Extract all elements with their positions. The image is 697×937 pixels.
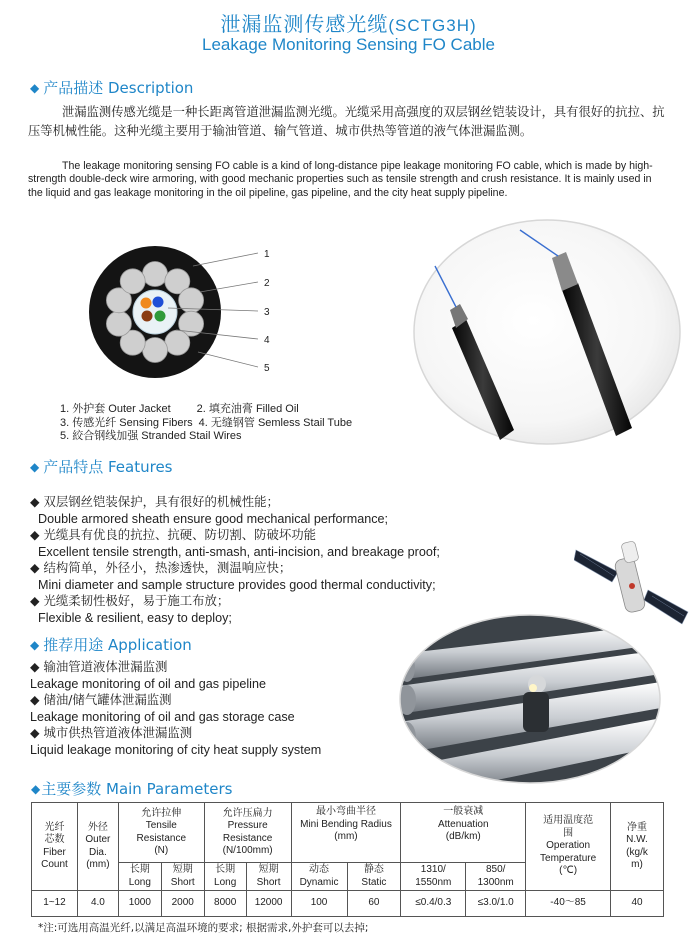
sub-pressure-long: 长期 Long [204, 863, 246, 891]
legend-item-4: 4. 无缝钢管 Semless Stail Tube [198, 416, 353, 429]
steel-wire [120, 269, 145, 294]
legend-item-3: 3. 传感光纤 Sensing Fibers [60, 416, 193, 429]
table-header-row [32, 803, 664, 863]
legend-item-1: 1. 外护套 Outer Jacket [60, 403, 171, 415]
page-subtitle: Leakage Monitoring Sensing FO Cable [202, 35, 495, 54]
feature-1-cn: ◆ 双层钢丝铠装保护，具有很好的机械性能； [30, 494, 279, 509]
feature-2-en: Excellent tensile strength, anti-smash, anti-incision, and breakage proof; [38, 544, 440, 559]
cell-pressure-long: 8000 [204, 891, 246, 917]
diamond-icon: ◆ [30, 460, 40, 474]
application-2-en: Leakage monitoring of oil and gas storage case [30, 709, 295, 724]
sub-bend-dynamic: 动态 Dynamic [291, 863, 347, 891]
parameters-heading: ◆主要参数 Main Parameters [31, 780, 233, 798]
feature-1-en: Double armored sheath ensure good mechanical performance; [38, 511, 389, 526]
diamond-icon: ◆ [30, 81, 40, 95]
fiber-orange [141, 298, 152, 309]
features-heading: ◆ 产品特点 Features [30, 458, 173, 476]
title-cn: 泄漏监测传感光缆 [220, 12, 389, 36]
table-row [32, 891, 664, 917]
cell-att-1310: ≤0.4/0.3 [401, 891, 466, 917]
legend-item-2: 2. 填充油膏 Filled Oil [196, 403, 299, 415]
cell-att-850: ≤3.0/1.0 [466, 891, 526, 917]
cable-photo [412, 218, 682, 446]
parameters-table [31, 802, 664, 917]
steel-wire [143, 262, 168, 287]
cable-cross-section [80, 240, 290, 390]
application-3-cn: ◆ 城市供热管道液体泄漏监测 [30, 725, 193, 740]
feature-4-cn: ◆ 光缆柔韧性极好，易于施工布放； [30, 593, 230, 608]
page-title [0, 8, 697, 37]
application-heading: ◆ 推荐用途 Application [30, 636, 192, 654]
application-1-en: Leakage monitoring of oil and gas pipeline [30, 676, 266, 691]
cell-temperature: -40～85 [526, 891, 611, 917]
steel-wire [106, 311, 131, 336]
diamond-icon: ◆ [31, 782, 41, 796]
header-tensile: 允许拉伸 Tensile Resistance (N) [118, 803, 204, 863]
cell-weight: 40 [611, 891, 664, 917]
callout-3: 3 [264, 307, 270, 318]
header-fiber-count: 光纤 芯数 Fiber Count [32, 803, 78, 891]
cell-tensile-short: 2000 [161, 891, 204, 917]
cell-fiber-count: 1~12 [32, 891, 78, 917]
cell-outer-dia: 4.0 [77, 891, 118, 917]
steel-tube-shape [133, 290, 177, 334]
title-code: (SCTG3H) [388, 16, 477, 35]
features-list [30, 494, 440, 626]
feature-2-cn: ◆ 光缆具有优良的抗拉、抗硬、防切割、防破坏功能 [30, 527, 317, 542]
cell-pressure-short: 12000 [246, 891, 291, 917]
callout-1: 1 [264, 249, 270, 260]
callout-2: 2 [264, 278, 270, 289]
cell-bend-dynamic: 100 [291, 891, 347, 917]
fiber-blue [153, 297, 164, 308]
header-pressure: 允许压扁力 Pressure Resistance (N/100mm) [204, 803, 291, 863]
diagram-legend [60, 403, 352, 444]
feature-3-en: Mini diameter and sample structure provides good thermal conductivity; [38, 577, 436, 592]
diamond-icon: ◆ [30, 638, 40, 652]
fiber-brown [142, 311, 153, 322]
header-bending: 最小弯曲半径 Mini Bending Radius (mm) [291, 803, 401, 863]
header-weight: 净重 N.W. (kg/k m) [611, 803, 664, 891]
header-attenuation: 一般衰减 Attenuation (dB/km) [401, 803, 526, 863]
application-3-en: Liquid leakage monitoring of city heat supply system [30, 742, 322, 757]
sub-tensile-long: 长期 Long [118, 863, 161, 891]
pipeline-photo [399, 614, 661, 784]
callout-4: 4 [264, 335, 270, 346]
sub-pressure-short: 短期 Short [246, 863, 291, 891]
description-cn: 泄漏监测传感光缆是一种长距离管道泄漏监测光缆。光缆采用高强度的双层钢丝铠装设计，具有很好的抗拉、抗压等机械性能。这种光缆主要用于输油管道、输气管道、城市供热等管道的液气体泄漏监测。 [28, 105, 665, 138]
header-outer-dia: 外径 Outer Dia. (mm) [77, 803, 118, 891]
fiber-green [155, 311, 166, 322]
sub-bend-static: 静态 Static [347, 863, 401, 891]
sub-att-850: 850/ 1300nm [466, 863, 526, 891]
cell-bend-static: 60 [347, 891, 401, 917]
steel-wire [143, 338, 168, 363]
application-1-cn: ◆ 输油管道液体泄漏监测 [30, 659, 168, 674]
header-temperature: 适用温度范 围 Operation Temperature (℃) [526, 803, 611, 891]
steel-wire [165, 330, 190, 355]
description-heading: ◆ 产品描述 Description [30, 79, 194, 97]
footnote: *注:可选用高温光纤,以满足高温环境的要求; 根据需求,外护套可以去掉; [38, 922, 369, 934]
legend-item-5: 5. 絞合钢线加强 Stranded Stail Wires [60, 430, 242, 442]
sub-tensile-short: 短期 Short [161, 863, 204, 891]
feature-3-cn: ◆ 结构简单，外径小，热渗透快，测温响应快； [30, 560, 292, 575]
application-2-cn: ◆ 储油/储气罐体泄漏监测 [30, 692, 172, 707]
callout-5: 5 [264, 363, 270, 374]
sub-att-1310: 1310/ 1550nm [401, 863, 466, 891]
cell-tensile-long: 1000 [118, 891, 161, 917]
feature-4-en: Flexible & resilient, easy to deploy; [38, 610, 232, 625]
application-list [30, 659, 321, 758]
description-en: The leakage monitoring sensing FO cable is a kind of long-distance pipe leakage monitoring FO cable, which is made by high-strength double-deck wire armoring, with good mechanic properties such as tensile strength and crush resistance. It is mainly used in the liquid and gas leakage monitoring in the oil pipeline, gas pipeline, and the city heat supply pipeline. [28, 160, 653, 199]
